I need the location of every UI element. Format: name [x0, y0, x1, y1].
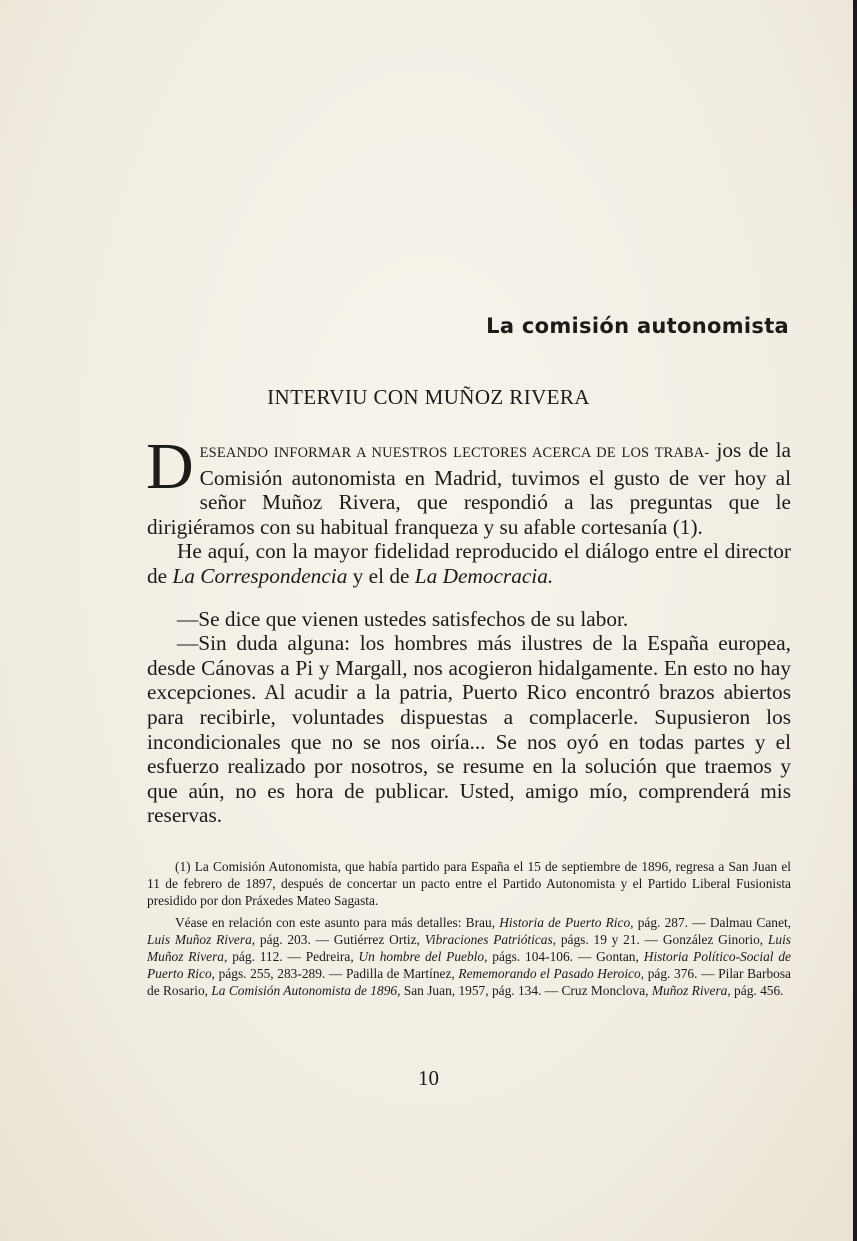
p2-italic-2: La Democracia. [414, 563, 554, 588]
footnote-2-title: Vibraciones Patrióticas [424, 931, 553, 947]
footnote-1: (1) La Comisión Autonomista, que había partido para España el 15 de septiembre de 1896, regresa a San Juan el 11 de febrero de 1897, después de concertar un pacto entre el Partido Autonomista y el Partido Liberal Fusionista presidido por don Práxedes Mateo Sagasta. [147, 859, 791, 909]
footnote-2-title: Luis Muñoz Rivera [147, 931, 252, 947]
scan-edge [853, 0, 857, 1241]
section-title: La comisión autonomista [486, 314, 789, 338]
footnote-2 [147, 914, 791, 1000]
page-number: 10 [418, 1066, 439, 1090]
footnote-2-text: , pág. 456. [727, 983, 784, 999]
drop-cap: D [146, 430, 194, 503]
article-heading: INTERVIU CON MUÑOZ RIVERA [267, 385, 590, 409]
footnote-2-text: , pág. 287. — Dalmau Canet, [630, 914, 792, 930]
footnote-2-title: La Comisión Autonomista de 1896 [211, 983, 398, 999]
footnote-2-text: , pág. 203. — Gutiérrez Ortiz, [251, 931, 425, 947]
article-body [146, 430, 791, 828]
p2-text-a: He aquí, con la mayor fidelidad reproducido el diálogo entre el director de [147, 539, 791, 588]
footnotes [147, 858, 791, 1000]
footnote-2-title: Un hombre del Pueblo [358, 949, 485, 965]
footnote-2-title: Muñoz Rivera [651, 983, 728, 999]
dialogue-question-1: —Se dice que vienen ustedes satisfechos de su labor. [177, 606, 629, 631]
intro-small-caps: ESEANDO INFORMAR A NUESTROS LECTORES ACERCA DE LOS TRABA- [199, 445, 710, 461]
p2-text-b: y el de [347, 563, 415, 588]
footnote-2-text: Véase en relación con este asunto para más detalles: Brau, [175, 914, 500, 930]
paragraph-2 [147, 539, 791, 588]
p2-italic-1: La Correspondencia [172, 563, 348, 588]
footnote-2-title: Luis Muñoz Rivera [147, 931, 792, 965]
footnote-2-text: , San Juan, 1957, pág. 134. — Cruz Monclova, [397, 983, 652, 999]
intro-text: jos de la Comisión autonomista en Madrid, tuvimos el gusto de ver hoy al señor Muñoz Rivera, que respondió a las preguntas que le dirigiéramos con su habitual franqueza y su afable cortesanía (1). [147, 438, 791, 539]
footnote-2-title: Historia Político-Social de Puerto Rico [147, 949, 791, 982]
intro-paragraph [146, 430, 791, 539]
footnote-2-text: , págs. 104-106. — Gontan, [484, 949, 644, 965]
dialogue-answer-1: —Sin duda alguna: los hombres más ilustres de la España europea, desde Cánovas a Pi y Margall, nos acogieron hidalgamente. En esto no hay excepciones. Al acudir a la patria, Puerto Rico encontró brazos abiertos para recibirle, voluntades dispuestas a complacerle. Supusieron los incondicionales que no se nos oiría... Se nos oyó en todas partes y el esfuerzo realizado por nosotros, se resume en la solución que traemos y que aún, no es hora de publicar. Usted, amigo mío, comprenderá mis reservas. [147, 631, 791, 828]
footnote-2-text: , pág. 376. — Pilar Barbosa de Rosario, [147, 966, 791, 999]
footnote-2-title: Historia de Puerto Rico [499, 914, 631, 930]
footnote-2-text: , págs. 255, 283-289. — Padilla de Martínez, [211, 966, 459, 982]
footnote-2-title: Rememorando el Pasado Heroico [458, 966, 641, 982]
footnote-2-text: , págs. 19 y 21. — González Ginorio, [552, 931, 768, 947]
footnote-2-text: , pág. 112. — Pedreira, [224, 949, 359, 965]
